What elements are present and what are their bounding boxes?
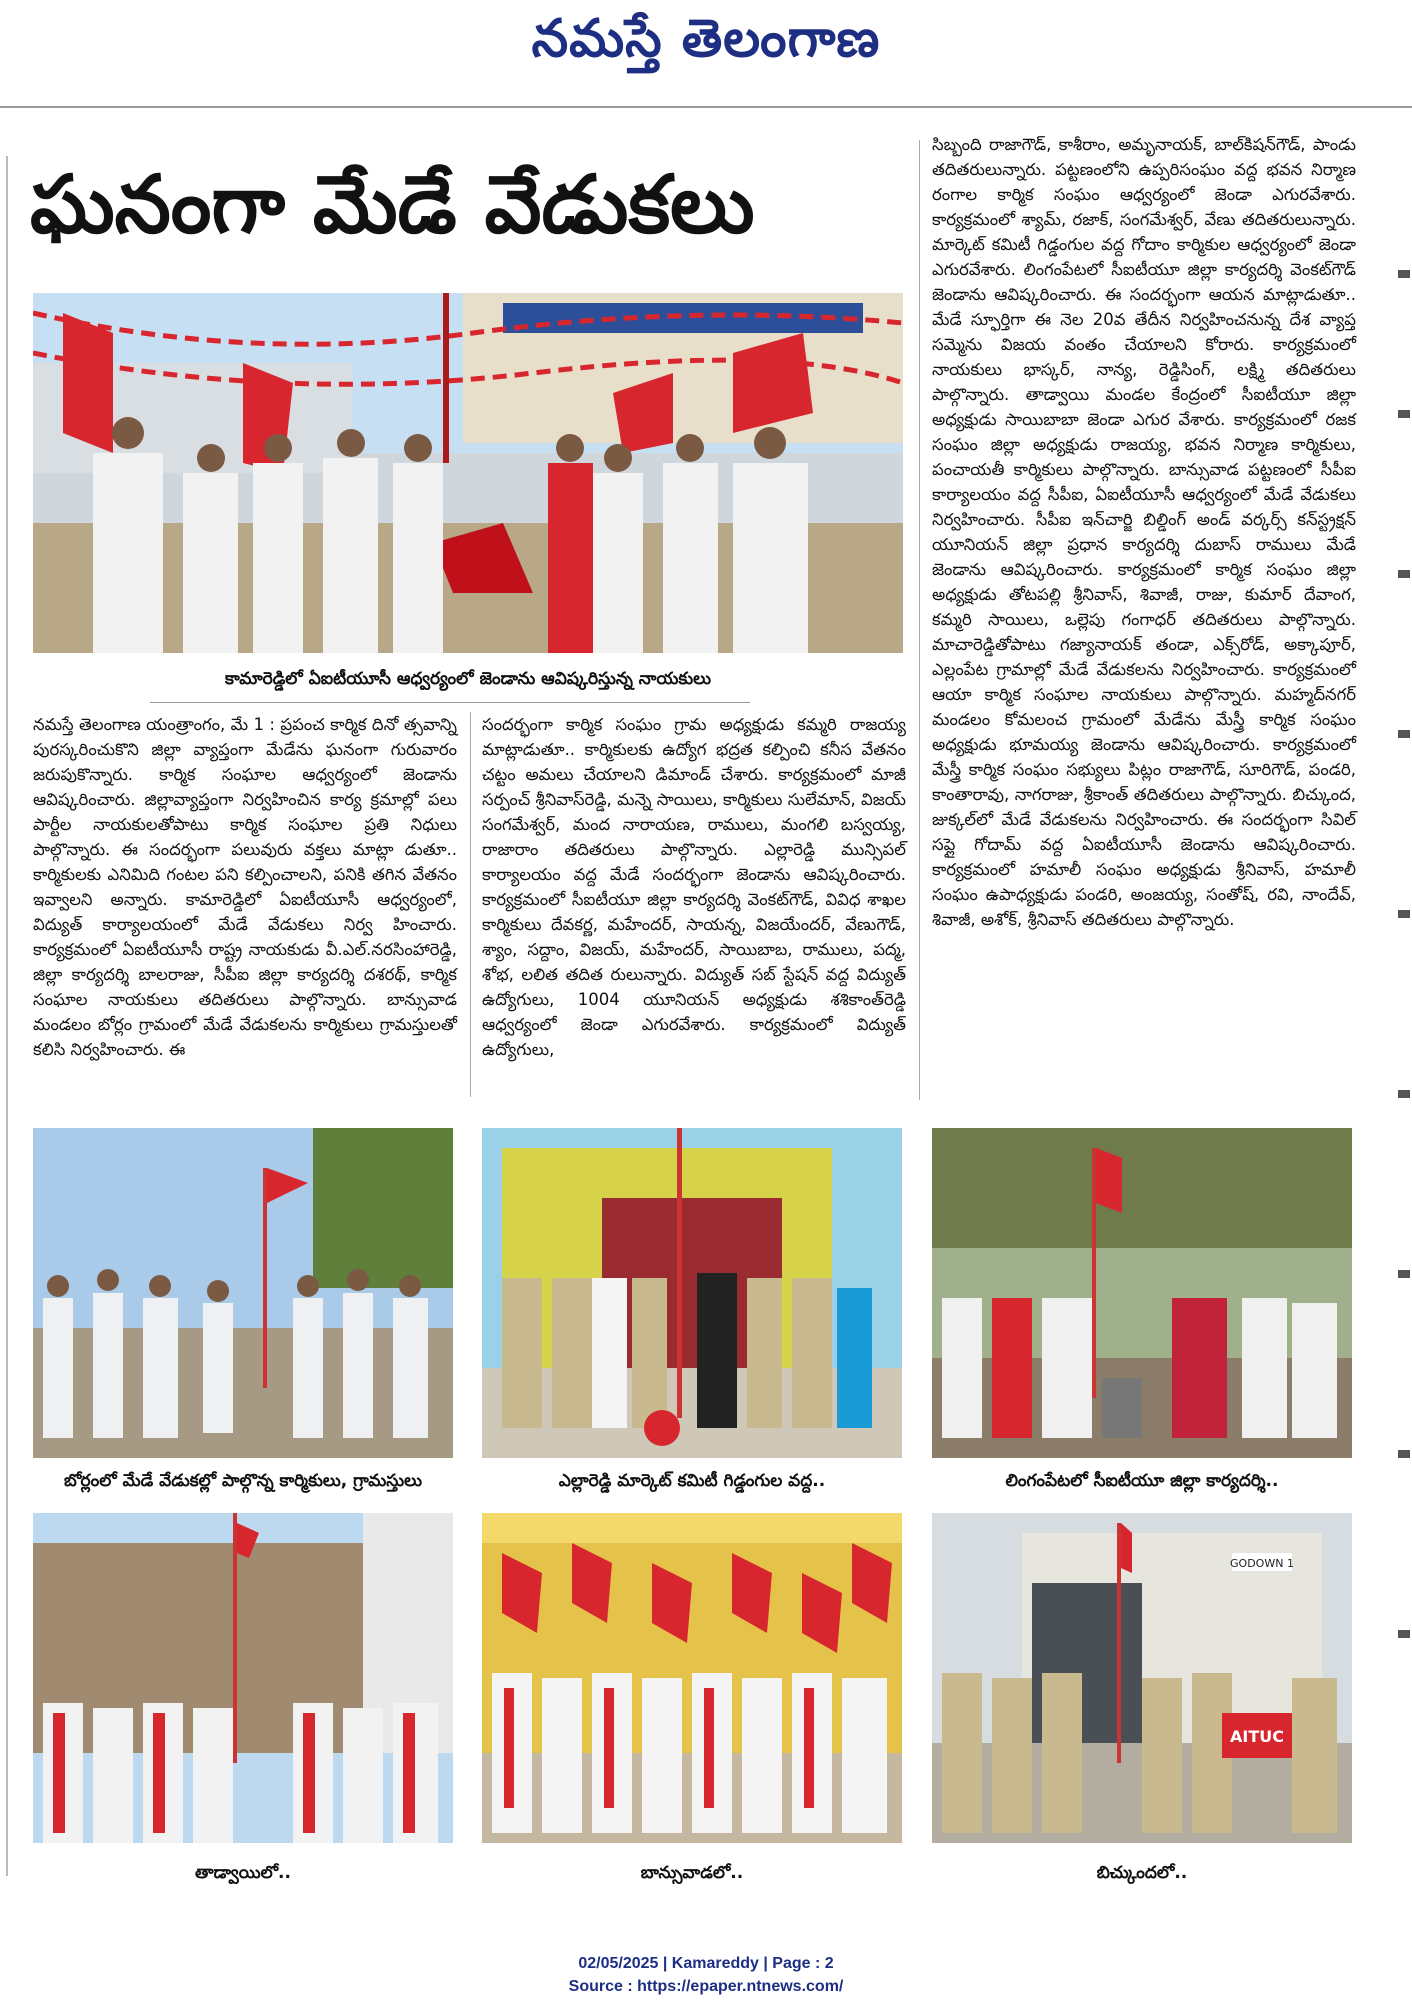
photo-caption: తాడ్వాయిలో..	[195, 1863, 291, 1883]
adjacent-page-edge	[1396, 150, 1412, 1850]
article-text: సిబ్బంది రాజాగౌడ్, కాశీరాం, అమృనాయక్, బాల్‌కిషన్‌గౌడ్, పాండు తదితరులున్నారు. పట్టణంలోని ఉప్పరిసంఘం వద్ద భవన నిర్మాణ రంగాల కార్మిక సంఘం ఆధ్వర్యంలో జెండా ఎగురవేశారు. కార్యక్రమంలో శ్యామ్, రజాక్, సంగమేశ్వర్, వేణు తదితరులున్నారు. మార్కెట్ కమిటీ గిడ్డంగుల వద్ద గోదాం కార్మికుల ఆధ్వర్యంలో జెండా ఎగురవేశారు. లింగంపేటలో సీఐటీయూ జిల్లా కార్యదర్శి వెంకట్‌గౌడ్ జెండాను ఆవిష్కరించారు. ఈ సందర్భంగా ఆయన మాట్లాడుతూ.. మేడే స్ఫూర్తిగా ఈ నెల 20వ తేదీన నిర్వహించనున్న దేశ వ్యాప్త సమ్మెను విజయ వంతం చేయాలని కోరారు. కార్యక్రమంలో నాయకులు భాస్కర్, నాన్య, రెడ్డిసింగ్, లక్ష్మి తదితరులు పాల్గొన్నారు. తాడ్వాయి మండల కేంద్రంలో సీఐటీయూ జిల్లా అధ్యక్షుడు సాయిబాబా జెండా ఎగుర వేశారు. కార్యక్రమంలో రజక సంఘం జిల్లా అధ్యక్షుడు రాజయ్య, భవన నిర్మాణ కార్మికులు, పంచాయతీ కార్మికులు పాల్గొన్నారు. బాన్సువాడ పట్టణంలో సీపీఐ కార్యాలయం వద్ద సీపీఐ, ఏఐటీయూసీ ఆధ్వర్యంలో మేడే వేడుకలు నిర్వహించారు. సీపీఐ ఇన్‌చార్జి బిల్డింగ్ అండ్ వర్కర్స్ కన్‌స్ట్రక్షన్ యూనియన్ జిల్లా ప్రధాన కార్యదర్శి దుబాస్ రాములు మేడే జెండాను ఆవిష్కరించారు. కార్యక్రమంలో కార్మిక సంఘం జిల్లా అధ్యక్షుడు తోటపల్లి శ్రీనివాస్, శివాజీ, రాజు, కుమార్ దేవాంగ, కమ్మరి సాయిలు, ఒల్లెపు గంగాధర్ తదితరులు పాల్గొన్నారు. మాచారెడ్డితోపాటు గజ్యానాయక్ తండా, ఎక్స్‌రోడ్, అక్కాపూర్, ఎల్లంపేట గ్రామాల్లో మేడే వేడుకలను నిర్వహించారు. కార్యక్రమంలో ఆయా కార్మిక సంఘాల నాయకులు పాల్గొన్నారు. మహ్మద్‌నగర్ మండలం కోమలంచ గ్రామంలో మేడేను మేస్త్రీ కార్మిక సంఘం అధ్యక్షుడు భూమయ్య జెండాను ఆవిష్కరించారు. కార్యక్రమంలో మేస్త్రీ కార్మిక సంఘం సభ్యులు పిట్లం రాజాగౌడ్, సూరిగౌడ్, పండరి, కాంతారావు, నాగరాజు, శ్రీకాంత్ తదితరులు పాల్గొన్నారు. బిచ్కుంద, జుక్కల్‌లో మేడే వేడుకలను నిర్వహించారు. ఈ సందర్భంగా సివిల్ సప్లై గోదామ్ వద్ద ఏఐటీయూసీ జెండాను ఆవిష్కరించారు. కార్యక్రమంలో హమాలీ సంఘం అధ్యక్షుడు శ్రీనివాస్, హమాలీ సంఘం ఉపాధ్యక్షుడు పండరి, అంజయ్య, సంతోష్, రవి, నాందేవ్, శివాజీ, అశోక్, శ్రీనివాస్ తదితరులు పాల్గొన్నారు.	[932, 135, 1356, 929]
photo-banswada	[482, 1513, 902, 1843]
photo-tadwai	[33, 1513, 453, 1843]
photo-caption: ఎల్లారెడ్డి మార్కెట్ కమిటీ గిడ్డంగుల వద్ద..	[558, 1471, 826, 1491]
article-column-1	[33, 712, 457, 1102]
photo-borlam	[33, 1128, 453, 1458]
masthead	[0, 0, 1412, 108]
headline: ఘనంగా మేడే వేడుకలు	[30, 158, 755, 251]
column-divider	[470, 712, 471, 1097]
article-column-2	[482, 712, 906, 1102]
article-column-3	[932, 132, 1356, 1102]
photo-yellareddy	[482, 1128, 902, 1458]
column-divider	[919, 140, 920, 1100]
page-border	[6, 156, 8, 1876]
godown-sign: GODOWN 1	[1230, 1557, 1294, 1570]
masthead-logo: నమస్తే తెలంగాణ	[531, 8, 881, 69]
photo-caption: బోర్లంలో మేడే వేడుకల్లో పాల్గొన్న కార్మికులు, గ్రామస్తులు	[63, 1471, 423, 1491]
photo-caption: బిచ్కుందలో..	[1096, 1863, 1188, 1883]
photo-caption: బాన్సువాడలో..	[640, 1863, 744, 1883]
edition-info: 02/05/2025 | Kamareddy | Page : 2	[578, 1955, 834, 1972]
masthead-divider	[0, 106, 1412, 108]
photo-bichkunda	[932, 1513, 1352, 1843]
lead-photo	[33, 293, 903, 653]
aituc-banner: AITUC	[1230, 1727, 1284, 1746]
source-link[interactable]: Source : https://epaper.ntnews.com/	[568, 1978, 844, 1995]
lead-photo-caption: కామారెడ్డిలో ఏఐటీయూసీ ఆధ్వర్యంలో జెండాను ఆవిష్కరిస్తున్న నాయకులు	[224, 669, 712, 689]
photo-lingampet	[932, 1128, 1352, 1458]
caption-divider	[150, 702, 750, 703]
article-text: నమస్తే తెలంగాణ యంత్రాంగం, మే 1 : ప్రపంచ కార్మిక దినో త్సవాన్ని పురస్కరించుకొని జిల్లా వ్యాప్తంగా మేడేను ఘనంగా గురువారం జరుపుకొన్నారు. కార్మిక సంఘాల ఆధ్వర్యంలో జెండాను ఆవిష్కరించారు. జిల్లావ్యాప్తంగా నిర్వహించిన కార్య క్రమాల్లో పలు పార్టీల నాయకులతోపాటు కార్మిక సంఘాల ప్రతి నిధులు పాల్గొన్నారు. ఈ సందర్భంగా పలువురు వక్తలు మాట్లా డుతూ.. కార్మికులకు ఎనిమిది గంటల పని కల్పించాలని, పనికి తగిన వేతనం ఇవ్వాలని అన్నారు. కామారెడ్డిలో ఏఐటీయూసీ ఆధ్వర్యంలో, విద్యుత్ కార్యాలయంలో మేడే వేడుకలు నిర్వ హించారు. కార్యక్రమంలో ఏఐటీయూసీ రాష్ట్ర నాయకుడు వీ.ఎల్.నరసింహారెడ్డి, జిల్లా కార్యదర్శి బాలరాజు, సీపీఐ జిల్లా కార్యదర్శి దశరథ్, కార్మిక సంఘాల నాయకులు తదితరులు పాల్గొన్నారు. బాన్సువాడ మండలం బోర్లం గ్రామంలో మేడే వేడుకలను కార్మికులు గ్రామస్తులతో కలిసి నిర్వహించారు. ఈ	[33, 715, 457, 1059]
article-text: సందర్భంగా కార్మిక సంఘం గ్రామ అధ్యక్షుడు కమ్మరి రాజయ్య మాట్లాడుతూ.. కార్మికులకు ఉద్యోగ భద్రత కల్పించి కనీస వేతనం చట్టం అమలు చేయాలని డిమాండ్ చేశారు. కార్యక్రమంలో మాజీ సర్పంచ్ శ్రీనివాస్‌రెడ్డి, మన్నె సాయిలు, కార్మికులు సులేమాన్, విజయ్ సంగమేశ్వర్, మంద నారాయణ, రాములు, మంగలి బస్వయ్య, రాజారాం తదితరులు పాల్గొన్నారు. ఎల్లారెడ్డి మున్సిపల్ కార్యాలయం వద్ద మేడే సందర్భంగా జెండాను ఆవిష్కరించారు. కార్యక్రమంలో సీఐటీయూ జిల్లా కార్యదర్శి వెంకట్‌గౌడ్, వివిధ శాఖల కార్మికులు దేవకర్ణ, మహేందర్, సాయన్న, విజయేందర్, వేణుగౌడ్, శ్యాం, సద్దాం, విజయ్, మహేందర్, సాయిబాబ, రాములు, పద్మ, శోభ, లలిత తదిత రులున్నారు. విద్యుత్ సబ్ స్టేషన్ వద్ద విద్యుత్ ఉద్యోగులు, 1004 యూనియన్ అధ్యక్షుడు శశికాంత్‌రెడ్డి ఆధ్వర్యంలో జెండా ఎగురవేశారు. కార్యక్రమంలో విద్యుత్ ఉద్యోగులు,	[482, 715, 906, 1059]
photo-caption: లింగంపేటలో సీఐటీయూ జిల్లా కార్యదర్శి..	[1005, 1471, 1279, 1491]
